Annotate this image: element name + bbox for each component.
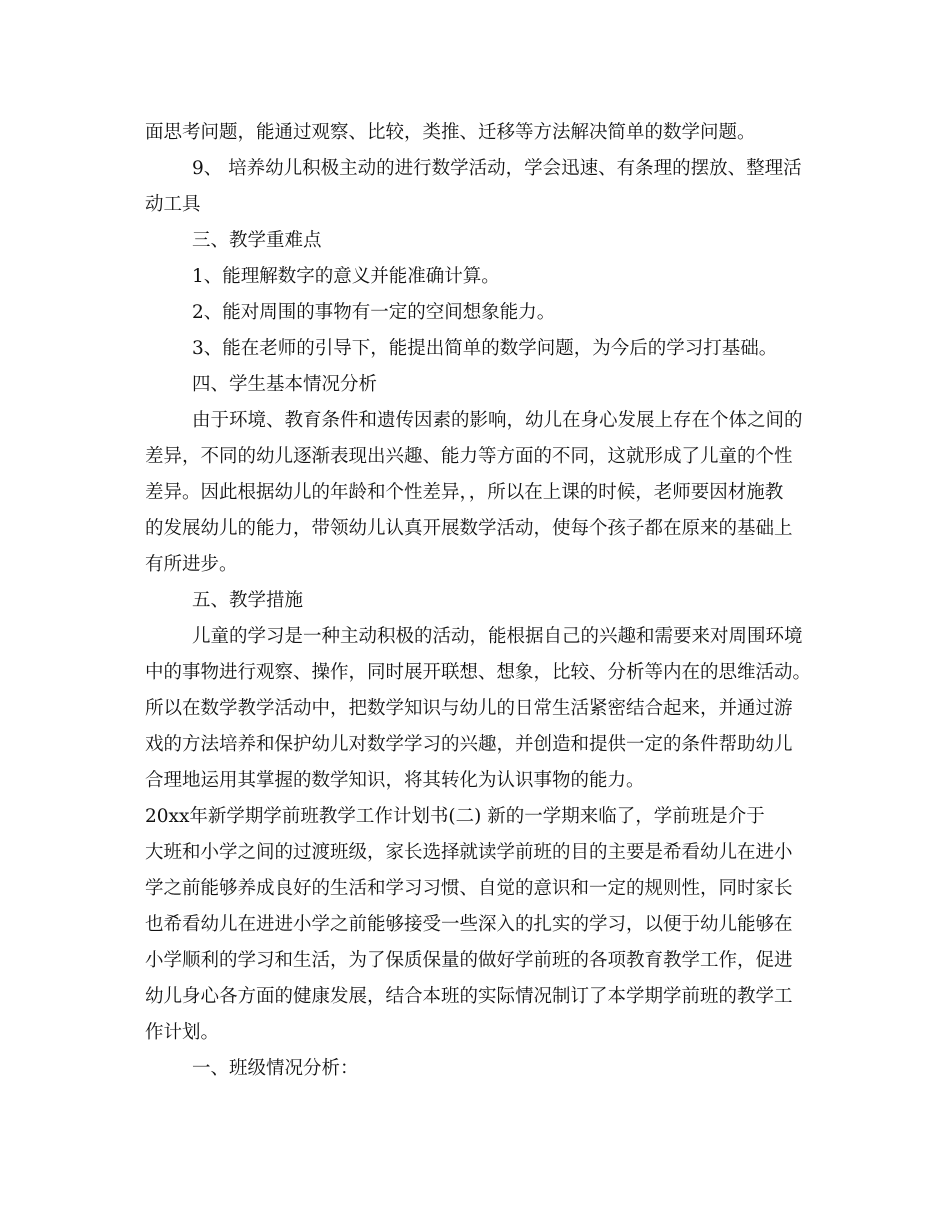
text-line: 面思考问题，能通过观察、比较，类推、迁移等方法解决简单的数学问题。: [145, 122, 756, 143]
text-line: 9、 培养幼儿积极主动的进行数学活动，学会迅速、有条理的摆放、整理活: [192, 158, 802, 179]
text-line: 学之前能够养成良好的生活和学习习惯、自觉的意识和一定的规则性，同时家长: [145, 878, 793, 899]
text-line: 差异，不同的幼儿逐渐表现出兴趣、能力等方面的不同，这就形成了儿童的个性: [145, 446, 793, 467]
list-item: 2、能对周围的事物有一定的空间想象能力。: [192, 302, 556, 323]
section-heading: 四、学生基本情况分析: [192, 374, 378, 395]
text-line: 合理地运用其掌握的数学知识，将其转化为认识事物的能力。: [145, 770, 645, 791]
text-line: 小学顺利的学习和生活，为了保质保量的做好学前班的各项教育教学工作，促进: [145, 950, 793, 971]
text-line: 大班和小学之间的过渡班级，家长选择就读学前班的目的主要是希看幼儿在进小: [145, 842, 793, 863]
text-line: 动工具: [145, 194, 201, 215]
text-line: 幼儿身心各方面的健康发展，结合本班的实际情况制订了本学期学前班的教学工: [145, 986, 793, 1007]
text-line: 作计划。: [145, 1022, 220, 1043]
text-line: 儿童的学习是一种主动积极的活动，能根据自己的兴趣和需要来对周围环境: [192, 626, 803, 647]
section-heading: 一、班级情况分析：: [192, 1058, 359, 1079]
text-line: 差异。因此根据幼儿的年龄和个性差异，，所以在上课的时候，老师要因材施教: [145, 482, 784, 503]
text-line: 的发展幼儿的能力，带领幼儿认真开展数学活动，使每个孩子都在原来的基础上: [145, 518, 793, 539]
text-line: 由于环境、教育条件和遗传因素的影响，幼儿在身心发展上存在个体之间的: [192, 410, 803, 431]
list-item: 3、能在老师的引导下，能提出简单的数学问题，为今后的学习打基础。: [192, 338, 778, 359]
text-line: 也希看幼儿在进进小学之前能够接受一些深入的扎实的学习，以便于幼儿能够在: [145, 914, 793, 935]
text-line: 有所进步。: [145, 554, 238, 575]
document-title-line: 20xx年新学期学前班教学工作计划书(二) 新的一学期来临了，学前班是介于: [145, 806, 765, 827]
list-item: 1、能理解数字的意义并能准确计算。: [192, 266, 500, 287]
text-line: 戏的方法培养和保护幼儿对数学学习的兴趣，并创造和提供一定的条件帮助幼儿: [145, 734, 793, 755]
text-line: 所以在数学教学活动中，把数学知识与幼儿的日常生活紧密结合起来，并通过游: [145, 698, 793, 719]
section-heading: 三、教学重难点: [192, 230, 322, 251]
section-heading: 五、教学措施: [192, 590, 304, 611]
text-line: 中的事物进行观察、操作，同时展开联想、想象，比较、分析等内在的思维活动。: [145, 662, 812, 683]
